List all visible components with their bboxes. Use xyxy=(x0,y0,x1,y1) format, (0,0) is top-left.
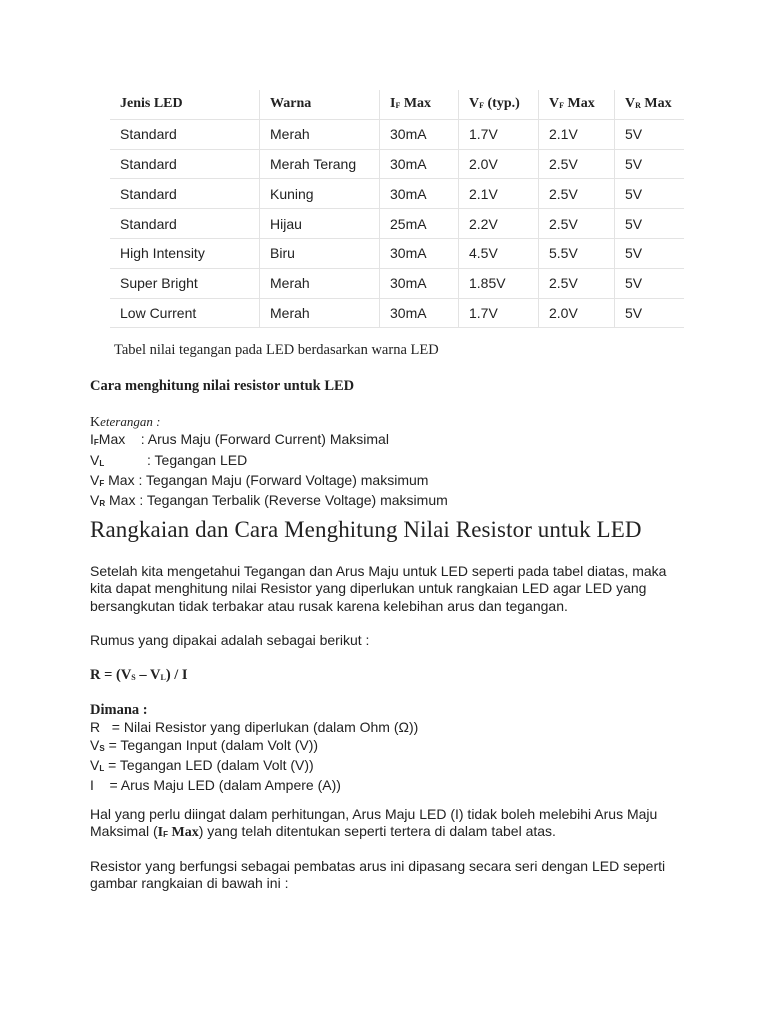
symbol: V xyxy=(90,451,100,468)
description: Max : Arus Maju (Forward Current) Maksimal xyxy=(98,431,389,448)
dimana-item xyxy=(90,719,418,736)
symbol-subscript: S xyxy=(99,743,105,753)
table-row xyxy=(110,119,684,149)
keterangan-item xyxy=(90,492,448,512)
symbol: V xyxy=(90,736,100,753)
cell-if-max: 25mA xyxy=(380,209,459,239)
cell-vf-max: 2.0V xyxy=(539,298,615,328)
symbol: V xyxy=(90,756,100,773)
cell-vf-max: 2.1V xyxy=(539,119,615,149)
description: Max : Tegangan Maju (Forward Voltage) maksimum xyxy=(104,471,429,488)
keterangan-item xyxy=(90,472,448,492)
symbol: V xyxy=(90,471,100,488)
table-row xyxy=(110,149,684,179)
cell-vf-typ: 1.85V xyxy=(459,268,539,298)
cell-vf-typ: 2.0V xyxy=(459,149,539,179)
cell-jenis-led: Super Bright xyxy=(110,268,260,298)
description: = Tegangan Input (dalam Volt (V)) xyxy=(104,736,319,753)
cell-if-max: 30mA xyxy=(380,268,459,298)
section-heading-cara: Cara menghitung nilai resistor untuk LED xyxy=(90,378,355,394)
symbol-subscript: F xyxy=(99,478,105,488)
cell-vf-max: 2.5V xyxy=(539,149,615,179)
cell-warna: Merah xyxy=(260,119,380,149)
header-vr-max: $V_R$ Max xyxy=(615,90,685,119)
resistor-formula: $R = (V_S - V_L) / I$ xyxy=(90,667,188,683)
cell-jenis-led: Standard xyxy=(110,119,260,149)
cell-vr-max: 5V xyxy=(615,149,685,179)
cell-vr-max: 5V xyxy=(615,119,685,149)
cell-warna: Merah xyxy=(260,298,380,328)
cell-vf-typ: 2.1V xyxy=(459,179,539,209)
dimana-item xyxy=(90,737,418,757)
cell-if-max: 30mA xyxy=(380,149,459,179)
cell-vf-max: 2.5V xyxy=(539,179,615,209)
led-voltage-table xyxy=(110,90,684,328)
cell-warna: Biru xyxy=(260,238,380,268)
cell-if-max: 30mA xyxy=(380,238,459,268)
cell-jenis-led: Low Current xyxy=(110,298,260,328)
symbol: R xyxy=(90,719,101,736)
dimana-title: Dimana : xyxy=(90,702,148,718)
header-vf-max: $V_F$ Max xyxy=(539,90,615,119)
symbol-subscript: R xyxy=(99,499,106,509)
cell-vr-max: 5V xyxy=(615,298,685,328)
cell-vr-max: 5V xyxy=(615,268,685,298)
description: : Tegangan LED xyxy=(104,451,248,468)
cell-warna: Hijau xyxy=(260,209,380,239)
keterangan-block xyxy=(90,413,448,512)
symbol-subscript: L xyxy=(99,763,105,773)
symbol: V xyxy=(90,492,100,509)
header-if-max: $I_F$ Max xyxy=(380,90,459,119)
description: = Nilai Resistor yang diperlukan (dalam Ohm (Ω)) xyxy=(100,719,419,736)
header-vf-typ: $V_F$ (typ.) xyxy=(459,90,539,119)
cell-if-max: 30mA xyxy=(380,119,459,149)
paragraph-note: Hal yang perlu diingat dalam perhitungan, Arus Maju LED (I) tidak boleh melebihi Arus Maju Maksimal ($I_F$ Max) yang telah ditentukan seperti tertera di dalam tabel atas. xyxy=(90,806,658,841)
symbol: I xyxy=(90,431,94,448)
cell-vf-max: 2.5V xyxy=(539,268,615,298)
dimana-item xyxy=(90,777,418,794)
table-row xyxy=(110,268,684,298)
cell-vr-max: 5V xyxy=(615,209,685,239)
cell-vf-max: 2.5V xyxy=(539,209,615,239)
table-row xyxy=(110,238,684,268)
cell-vr-max: 5V xyxy=(615,179,685,209)
table-row xyxy=(110,179,684,209)
keterangan-item xyxy=(90,452,448,472)
symbol: I xyxy=(90,777,94,794)
paragraph-intro: Setelah kita mengetahui Tegangan dan Arus Maju untuk LED seperti pada tabel diatas, maka kita dapat menghitung nilai Resistor yang diperlukan untuk rangkaian LED agar LED yang bersangkutan tidak terbakar atau rusak karena kelebihan arus dan tegangan. xyxy=(90,563,667,614)
cell-if-max: 30mA xyxy=(380,298,459,328)
cell-jenis-led: Standard xyxy=(110,209,260,239)
cell-warna: Merah xyxy=(260,268,380,298)
cell-jenis-led: Standard xyxy=(110,149,260,179)
dimana-item xyxy=(90,757,418,777)
cell-vf-typ: 1.7V xyxy=(459,298,539,328)
paragraph-rumus: Rumus yang dipakai adalah sebagai berikut : xyxy=(90,632,370,648)
cell-jenis-led: High Intensity xyxy=(110,238,260,268)
cell-warna: Kuning xyxy=(260,179,380,209)
main-heading: Rangkaian dan Cara Menghitung Nilai Resistor untuk LED xyxy=(90,517,642,542)
symbol-subscript: F xyxy=(93,438,99,448)
table-row xyxy=(110,209,684,239)
header-jenis-led: Jenis LED xyxy=(110,90,260,119)
cell-vf-typ: 2.2V xyxy=(459,209,539,239)
cell-if-max: 30mA xyxy=(380,179,459,209)
description: Max : Tegangan Terbalik (Reverse Voltage) maksimum xyxy=(105,492,448,509)
cell-warna: Merah Terang xyxy=(260,149,380,179)
description: = Arus Maju LED (dalam Ampere (A)) xyxy=(93,777,341,794)
dimana-block xyxy=(90,702,418,794)
paragraph-resistor: Resistor yang berfungsi sebagai pembatas arus ini dipasang secara seri dengan LED seperti gambar rangkaian di bawah ini : xyxy=(90,858,666,892)
table-header-row xyxy=(110,90,684,119)
cell-vf-max: 5.5V xyxy=(539,238,615,268)
cell-vf-typ: 1.7V xyxy=(459,119,539,149)
cell-vr-max: 5V xyxy=(615,238,685,268)
table-row xyxy=(110,298,684,328)
description: = Tegangan LED (dalam Volt (V)) xyxy=(104,756,314,773)
cell-jenis-led: Standard xyxy=(110,179,260,209)
keterangan-item xyxy=(90,431,448,451)
header-warna: Warna xyxy=(260,90,380,119)
symbol-subscript: L xyxy=(99,458,105,468)
cell-vf-typ: 4.5V xyxy=(459,238,539,268)
keterangan-title: Keterangan : xyxy=(90,414,161,430)
table-caption: Tabel nilai tegangan pada LED berdasarkan warna LED xyxy=(114,342,439,358)
